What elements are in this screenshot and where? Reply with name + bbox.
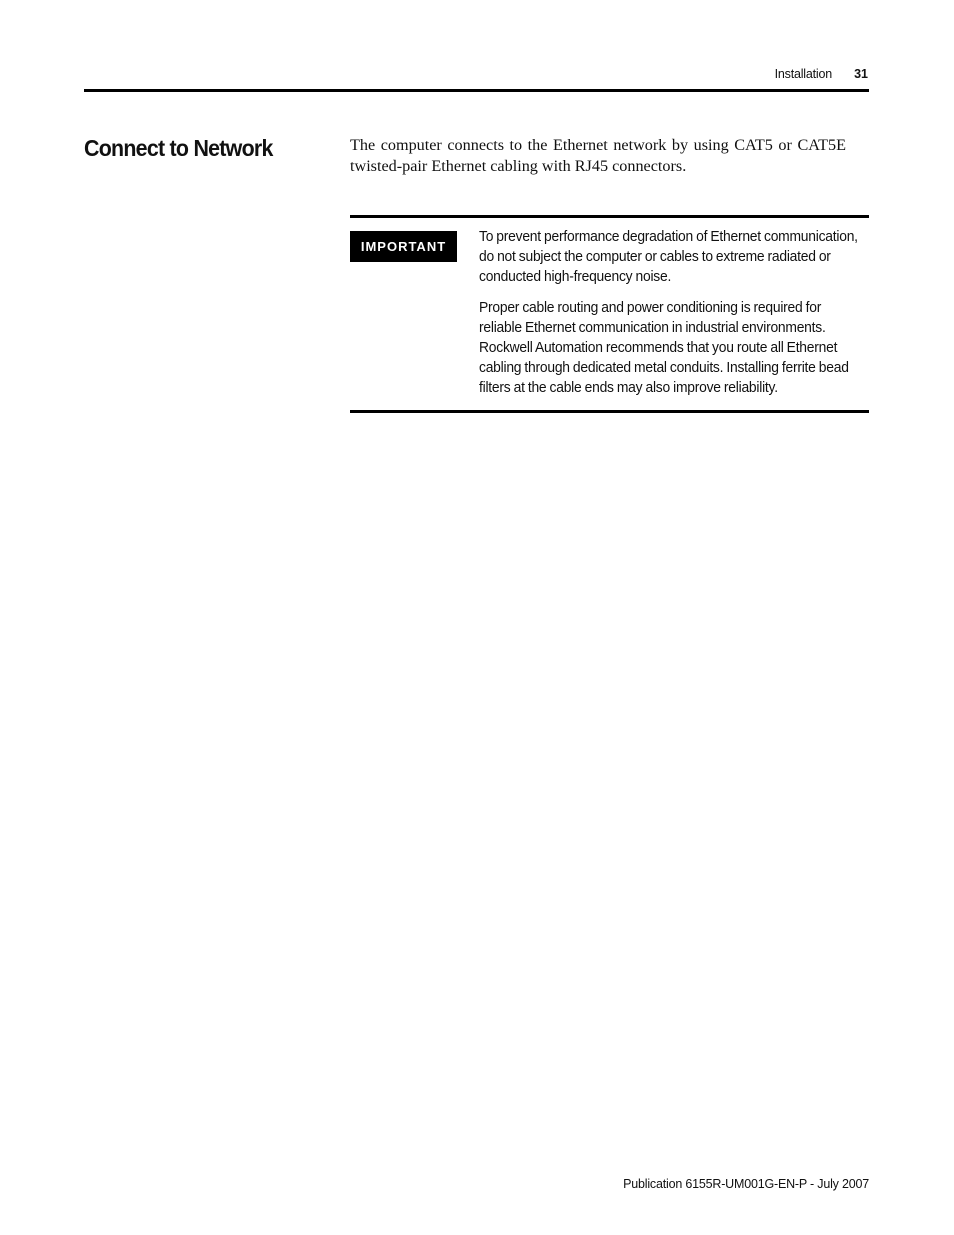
header-divider (84, 89, 869, 92)
important-label-badge: IMPORTANT (350, 231, 457, 262)
important-notice (350, 215, 869, 413)
section-title: Connect to Network (84, 135, 273, 161)
intro-paragraph: The computer connects to the Ethernet network by using CAT5 or CAT5E twisted-pair Ethernet cabling with RJ45 connectors. (350, 136, 846, 175)
header-page-number: 31 (854, 67, 868, 81)
publication-footer: Publication 6155R-UM001G-EN-P - July 2007 (623, 1177, 869, 1191)
notice-paragraph-routing: Proper cable routing and power conditioning is required for reliable Ethernet communication in industrial environments. Rockwell Automation recommends that you route all Ethernet cabling through dedicated metal conduits. Installing ferrite bead filters at the cable ends may also improve reliability. (479, 299, 849, 397)
notice-body (479, 227, 865, 409)
page-header (84, 66, 869, 82)
notice-paragraph-noise: To prevent performance degradation of Ethernet communication, do not subject the computer or cables to extreme radiated or conducted high-frequency noise. (479, 229, 858, 286)
header-section-name: Installation (774, 67, 832, 81)
